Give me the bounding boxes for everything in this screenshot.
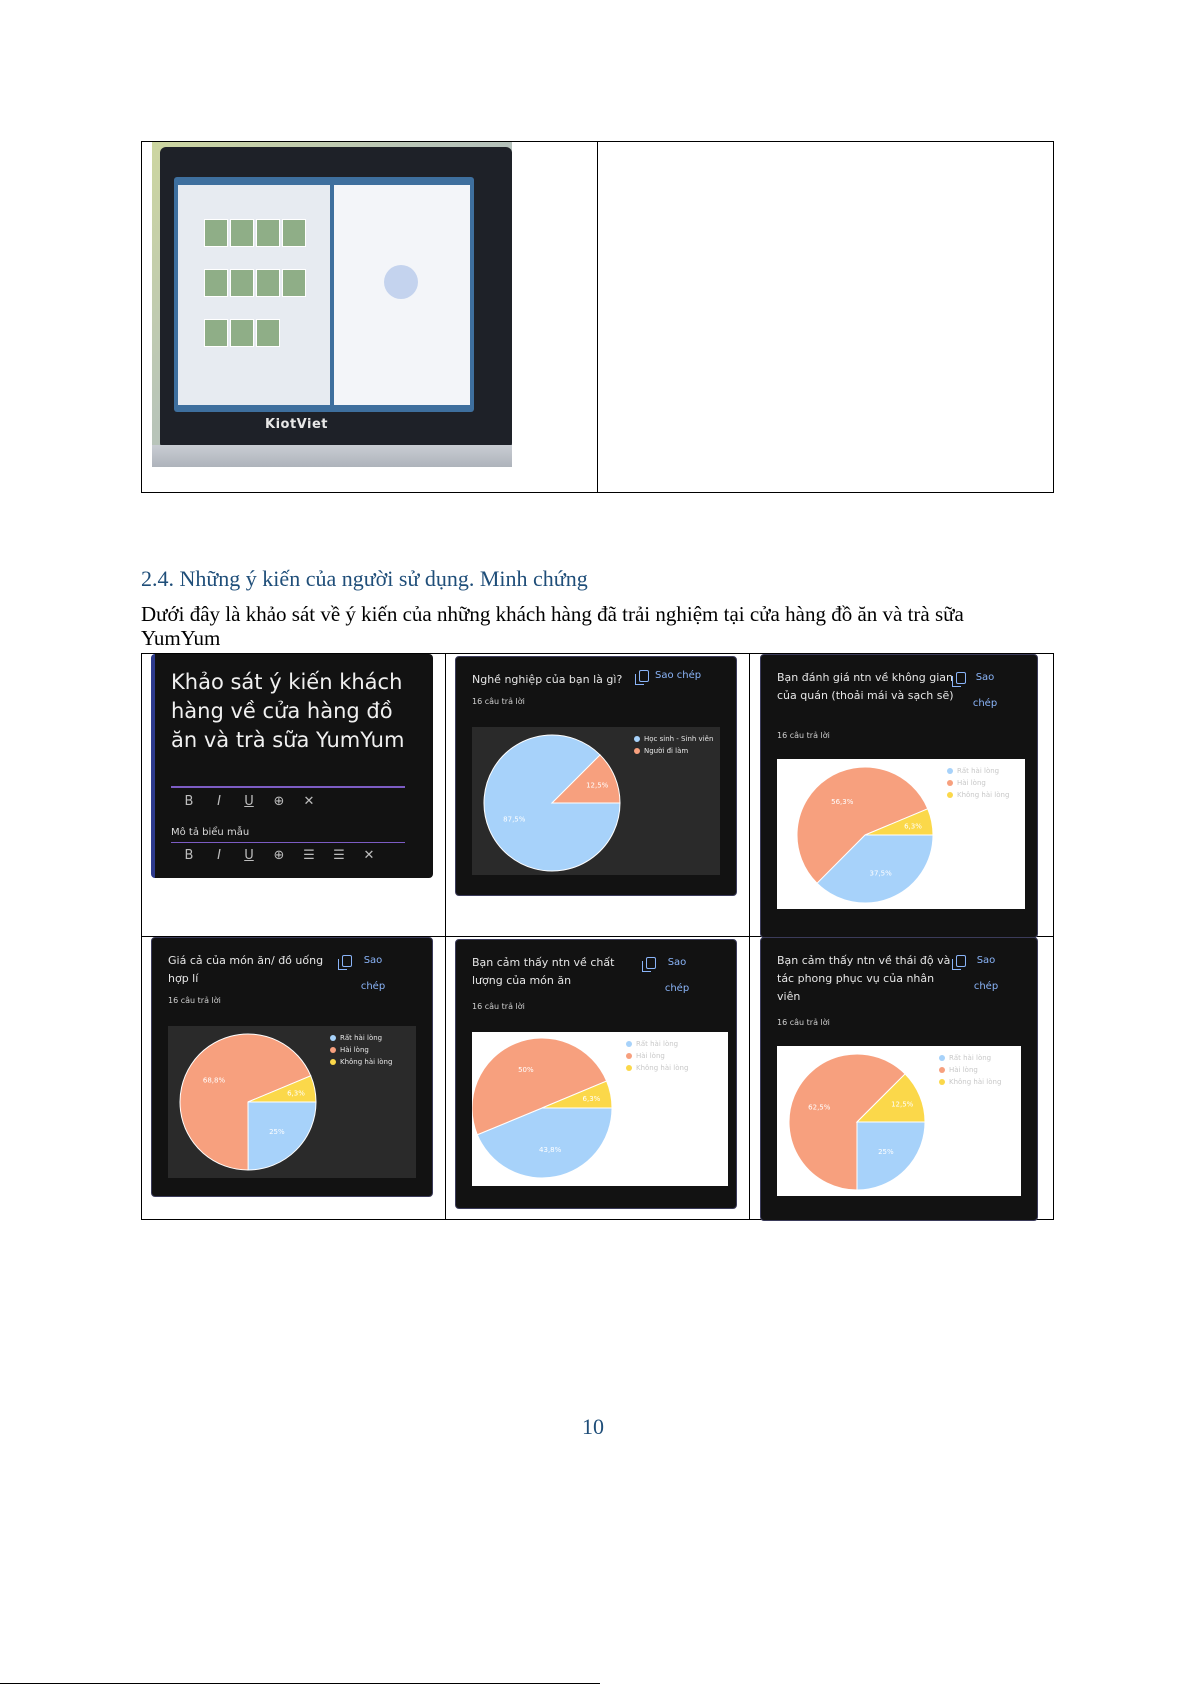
legend-item bbox=[634, 745, 716, 757]
title-toolbar bbox=[183, 794, 315, 809]
legend-swatch bbox=[330, 1047, 336, 1053]
legend-item bbox=[947, 789, 1021, 801]
slice-label: 25% bbox=[269, 1127, 285, 1136]
intro-paragraph: Dưới đây là khảo sát về ý kiến của những khách hàng đã trải nghiệm tại cửa hàng đồ ăn và trà sữa YumYum bbox=[141, 602, 964, 650]
title-underline bbox=[171, 786, 405, 788]
legend-label: Học sinh - Sinh viên bbox=[644, 735, 714, 743]
survey-cell-space bbox=[750, 654, 1054, 937]
chart-card-3 bbox=[455, 939, 737, 1209]
legend-label: Rất hài lòng bbox=[636, 1040, 679, 1048]
copy-button[interactable] bbox=[342, 948, 402, 1000]
link-icon[interactable]: ⊕ bbox=[273, 848, 285, 863]
legend-swatch bbox=[939, 1067, 945, 1073]
legend-swatch bbox=[947, 780, 953, 786]
chart-legend bbox=[939, 1052, 1017, 1088]
order-pane bbox=[334, 185, 470, 405]
empty-plate-icon bbox=[384, 265, 418, 299]
legend-swatch bbox=[626, 1053, 632, 1059]
copy-icon bbox=[956, 955, 966, 967]
legend-item bbox=[626, 1062, 724, 1074]
legend-label: Không hài lòng bbox=[957, 791, 1010, 799]
chart-legend bbox=[634, 733, 716, 757]
pie-slice bbox=[248, 1102, 316, 1170]
slice-label: 43,8% bbox=[539, 1146, 562, 1155]
copy-label: Sao chép bbox=[664, 957, 690, 994]
pie-chart bbox=[777, 1046, 1021, 1196]
pie-chart bbox=[777, 759, 1025, 909]
legend-label: Hài lòng bbox=[636, 1052, 665, 1060]
chart-card-4 bbox=[760, 937, 1038, 1221]
menu-pane bbox=[178, 185, 330, 405]
pos-terminal-photo bbox=[152, 142, 512, 467]
legend-label: Hài lòng bbox=[340, 1046, 369, 1054]
legend-label: Hài lòng bbox=[957, 779, 986, 787]
legend-swatch bbox=[330, 1059, 336, 1065]
pie-chart bbox=[472, 1032, 728, 1186]
copy-icon bbox=[956, 672, 966, 684]
description-toolbar bbox=[183, 848, 375, 863]
copy-button[interactable] bbox=[646, 950, 706, 1002]
chart-legend bbox=[330, 1032, 412, 1068]
copy-icon bbox=[639, 670, 649, 682]
legend-item bbox=[330, 1044, 412, 1056]
response-count: 16 câu trả lời bbox=[168, 996, 221, 1005]
legend-swatch bbox=[626, 1065, 632, 1071]
copy-icon bbox=[646, 957, 656, 969]
form-title: Khảo sát ý kiến khách hàng về cửa hàng đồ ăn và trà sữa YumYum bbox=[171, 670, 405, 752]
legend-swatch bbox=[939, 1079, 945, 1085]
slice-label: 56,3% bbox=[831, 798, 854, 807]
copy-label: Sao chép bbox=[972, 672, 998, 709]
survey-cell-occupation bbox=[446, 654, 750, 937]
clear-format-icon[interactable]: ✕ bbox=[303, 794, 315, 809]
slice-label: 62,5% bbox=[808, 1103, 831, 1112]
italic-icon[interactable]: I bbox=[217, 794, 221, 809]
response-count: 16 câu trả lời bbox=[472, 697, 525, 706]
photo-cell bbox=[142, 142, 598, 493]
legend-swatch bbox=[626, 1041, 632, 1047]
chart-card-1 bbox=[760, 654, 1038, 938]
legend-item bbox=[939, 1064, 1017, 1076]
legend-item bbox=[947, 777, 1021, 789]
survey-cell-price bbox=[142, 937, 446, 1220]
bold-icon[interactable]: B bbox=[184, 848, 194, 863]
monitor-screen bbox=[174, 177, 474, 412]
pie-slice bbox=[857, 1122, 925, 1190]
brand-logo: KiotViet bbox=[265, 417, 328, 432]
bold-icon[interactable]: B bbox=[184, 794, 194, 809]
legend-item bbox=[626, 1050, 724, 1062]
survey-table bbox=[141, 653, 1054, 1220]
slice-label: 37,5% bbox=[869, 869, 892, 878]
link-icon[interactable]: ⊕ bbox=[273, 794, 285, 809]
legend-item bbox=[634, 733, 716, 745]
question-title: Bạn cảm thấy ntn về chất lượng của món ăn bbox=[472, 956, 615, 987]
form-header-panel bbox=[151, 654, 433, 878]
underline-icon[interactable]: U bbox=[244, 848, 254, 863]
legend-label: Không hài lòng bbox=[340, 1058, 393, 1066]
slice-label: 87,5% bbox=[503, 815, 526, 824]
legend-item bbox=[947, 765, 1021, 777]
legend-swatch bbox=[947, 768, 953, 774]
survey-cell-header bbox=[142, 654, 446, 937]
clear-format-icon[interactable]: ✕ bbox=[363, 848, 375, 863]
legend-label: Rất hài lòng bbox=[949, 1054, 992, 1062]
empty-cell bbox=[598, 142, 1054, 493]
slice-label: 6,3% bbox=[287, 1089, 305, 1098]
copy-button[interactable] bbox=[956, 665, 1006, 717]
question-title: Bạn đánh giá ntn về không gian của quán (thoải mái và sạch sẽ) bbox=[777, 671, 954, 702]
question-title: Bạn cảm thấy ntn về thái độ và tác phong phục vụ của nhân viên bbox=[777, 954, 951, 1003]
slice-label: 12,5% bbox=[891, 1100, 914, 1109]
legend-item bbox=[939, 1052, 1017, 1064]
monitor bbox=[160, 147, 512, 449]
italic-icon[interactable]: I bbox=[217, 848, 221, 863]
copy-button[interactable] bbox=[956, 948, 1011, 1000]
copy-button[interactable] bbox=[639, 663, 701, 689]
slice-label: 6,3% bbox=[904, 822, 922, 831]
desk bbox=[152, 445, 512, 467]
slice-label: 6,3% bbox=[582, 1095, 601, 1104]
legend-label: Không hài lòng bbox=[636, 1064, 689, 1072]
legend-label: Không hài lòng bbox=[949, 1078, 1002, 1086]
question-title: Nghề nghiệp của bạn là gì? bbox=[472, 673, 623, 686]
legend-swatch bbox=[634, 748, 640, 754]
chart-card-2 bbox=[151, 937, 433, 1197]
pie-chart bbox=[168, 1026, 416, 1178]
question-title: Giá cả của món ăn/ đồ uống hợp lí bbox=[168, 954, 324, 985]
underline-icon[interactable]: U bbox=[244, 794, 254, 809]
copy-label: Sao chép bbox=[360, 955, 386, 992]
legend-item bbox=[626, 1038, 724, 1050]
copy-label: Sao chép bbox=[655, 670, 702, 681]
legend-item bbox=[330, 1056, 412, 1068]
legend-label: Rất hài lòng bbox=[957, 767, 1000, 775]
legend-swatch bbox=[947, 792, 953, 798]
chart-card-0 bbox=[455, 656, 737, 896]
slice-label: 68,8% bbox=[202, 1076, 226, 1085]
legend-swatch bbox=[634, 736, 640, 742]
slice-label: 12,5% bbox=[586, 781, 609, 790]
response-count: 16 câu trả lời bbox=[777, 731, 830, 740]
copy-label: Sao chép bbox=[973, 955, 999, 992]
legend-label: Rất hài lòng bbox=[340, 1034, 383, 1042]
section-heading: 2.4. Những ý kiến của người sử dụng. Minh chứng bbox=[141, 566, 588, 591]
response-count: 16 câu trả lời bbox=[472, 1002, 525, 1011]
pie-chart bbox=[472, 727, 720, 875]
survey-cell-quality bbox=[446, 937, 750, 1220]
legend-swatch bbox=[939, 1055, 945, 1061]
copy-icon bbox=[342, 955, 352, 967]
numbered-list-icon[interactable]: ☰ bbox=[303, 848, 315, 863]
slice-label: 25% bbox=[878, 1147, 894, 1156]
legend-label: Hài lòng bbox=[949, 1066, 978, 1074]
slice-label: 50% bbox=[518, 1066, 534, 1075]
bulleted-list-icon[interactable]: ☰ bbox=[333, 848, 345, 863]
footer-rule bbox=[0, 1683, 600, 1684]
survey-cell-staff bbox=[750, 937, 1054, 1220]
legend-item bbox=[939, 1076, 1017, 1088]
legend-swatch bbox=[330, 1035, 336, 1041]
description-field[interactable]: Mô tả biểu mẫu bbox=[171, 827, 250, 838]
legend-item bbox=[330, 1032, 412, 1044]
chart-legend bbox=[626, 1038, 724, 1074]
legend-label: Người đi làm bbox=[644, 747, 689, 755]
photo-table bbox=[141, 141, 1054, 493]
description-underline bbox=[171, 842, 405, 843]
response-count: 16 câu trả lời bbox=[777, 1018, 830, 1027]
chart-legend bbox=[947, 765, 1021, 801]
page-number: 10 bbox=[582, 1414, 604, 1439]
